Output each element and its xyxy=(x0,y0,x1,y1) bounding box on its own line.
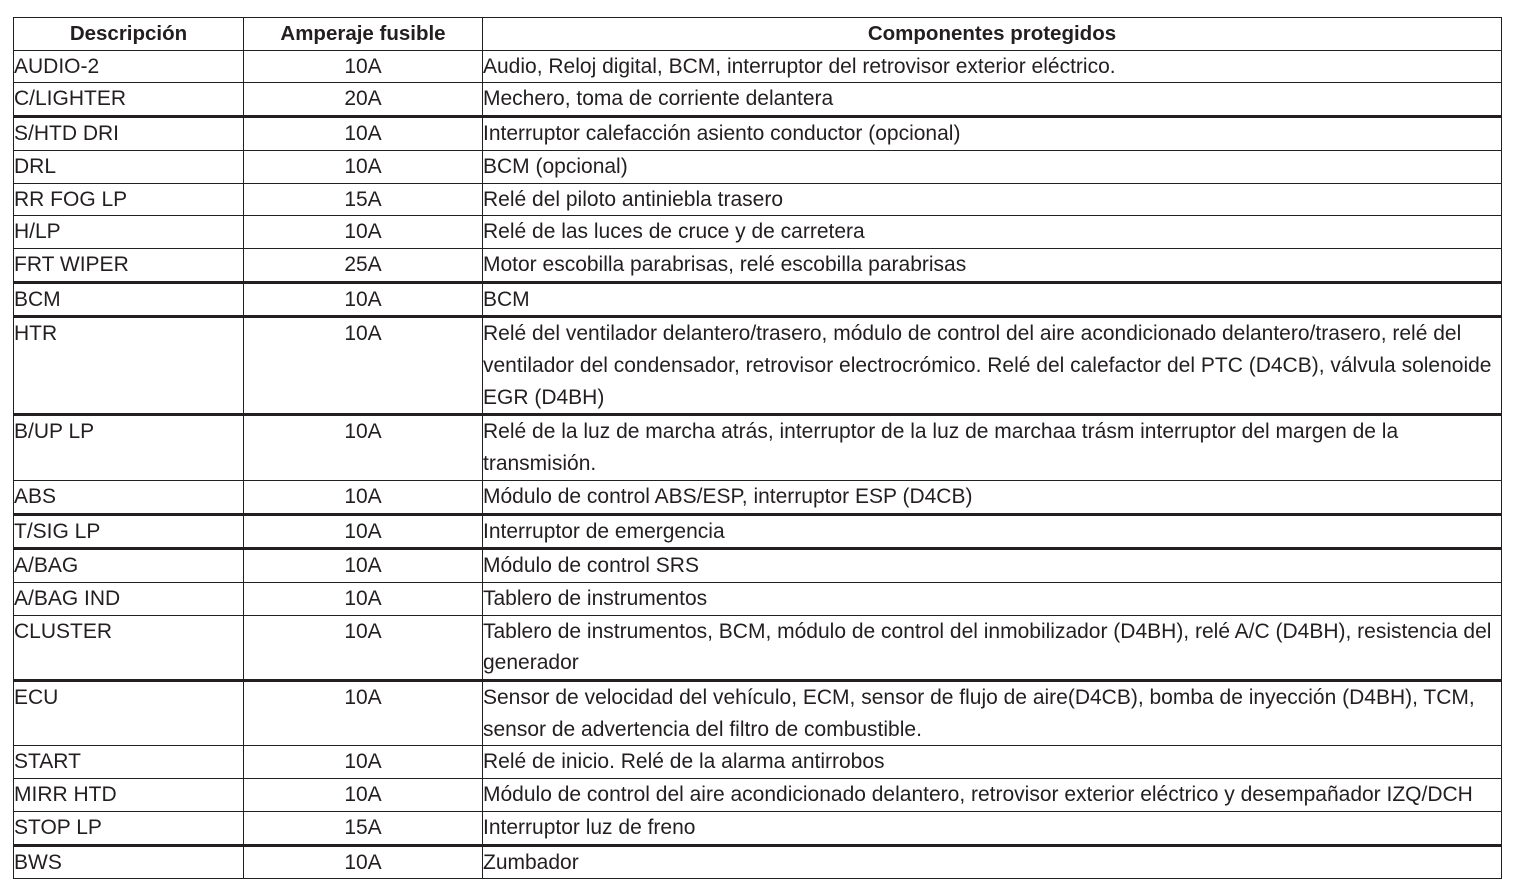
fuse-amperage-cell: 15A xyxy=(244,183,483,216)
fuse-amperage-cell: 10A xyxy=(244,845,483,879)
table-row xyxy=(14,50,1502,83)
fuse-description-cell: S/HTD DRI xyxy=(14,117,244,151)
fuse-description-cell: H/LP xyxy=(14,216,244,249)
fuse-amperage-cell: 10A xyxy=(244,615,483,680)
fuse-table xyxy=(13,17,1502,879)
table-row xyxy=(14,415,1502,480)
fuse-amperage-cell: 20A xyxy=(244,83,483,117)
table-header-row xyxy=(14,18,1502,51)
table-row xyxy=(14,811,1502,845)
protected-components-cell: Zumbador xyxy=(483,845,1502,879)
fuse-description-cell: A/BAG xyxy=(14,549,244,583)
table-row xyxy=(14,117,1502,151)
table-body xyxy=(14,50,1502,879)
protected-components-cell: BCM xyxy=(483,282,1502,317)
protected-components-cell: Mechero, toma de corriente delantera xyxy=(483,83,1502,117)
protected-components-cell: Relé de la luz de marcha atrás, interruptor de la luz de marchaa trásm interruptor del margen de la transmisión. xyxy=(483,415,1502,480)
protected-components-cell: Interruptor de emergencia xyxy=(483,514,1502,549)
fuse-description-cell: ECU xyxy=(14,681,244,746)
table-row xyxy=(14,615,1502,680)
header-componentes: Componentes protegidos xyxy=(483,18,1502,51)
protected-components-cell: Sensor de velocidad del vehículo, ECM, sensor de flujo de aire(D4CB), bomba de inyección (D4BH), TCM, sensor de advertencia del filtro de combustible. xyxy=(483,681,1502,746)
fuse-amperage-cell: 10A xyxy=(244,681,483,746)
fuse-amperage-cell: 10A xyxy=(244,746,483,779)
table-row xyxy=(14,582,1502,615)
fuse-description-cell: B/UP LP xyxy=(14,415,244,480)
table-row xyxy=(14,845,1502,879)
cropped-heading-remnant xyxy=(18,0,278,3)
fuse-description-cell: A/BAG IND xyxy=(14,582,244,615)
table-row xyxy=(14,779,1502,812)
protected-components-cell: Módulo de control del aire acondicionado delantero, retrovisor exterior eléctrico y desempañador IZQ/DCH xyxy=(483,779,1502,812)
fuse-description-cell: RR FOG LP xyxy=(14,183,244,216)
fuse-amperage-cell: 10A xyxy=(244,282,483,317)
table-row xyxy=(14,248,1502,282)
fuse-description-cell: ABS xyxy=(14,480,244,514)
fuse-description-cell: AUDIO-2 xyxy=(14,50,244,83)
fuse-amperage-cell: 10A xyxy=(244,317,483,415)
fuse-amperage-cell: 10A xyxy=(244,582,483,615)
protected-components-cell: Interruptor luz de freno xyxy=(483,811,1502,845)
protected-components-cell: Motor escobilla parabrisas, relé escobilla parabrisas xyxy=(483,248,1502,282)
header-descripcion: Descripción xyxy=(14,18,244,51)
table-row xyxy=(14,183,1502,216)
protected-components-cell: Relé de inicio. Relé de la alarma antirrobos xyxy=(483,746,1502,779)
protected-components-cell: Interruptor calefacción asiento conductor (opcional) xyxy=(483,117,1502,151)
fuse-description-cell: T/SIG LP xyxy=(14,514,244,549)
protected-components-cell: Audio, Reloj digital, BCM, interruptor del retrovisor exterior eléctrico. xyxy=(483,50,1502,83)
table-row xyxy=(14,514,1502,549)
protected-components-cell: Tablero de instrumentos, BCM, módulo de control del inmobilizador (D4BH), relé A/C (D4BH), resistencia del generador xyxy=(483,615,1502,680)
fuse-description-cell: MIRR HTD xyxy=(14,779,244,812)
fuse-description-cell: DRL xyxy=(14,150,244,183)
fuse-description-cell: STOP LP xyxy=(14,811,244,845)
fuse-description-cell: START xyxy=(14,746,244,779)
fuse-description-cell: CLUSTER xyxy=(14,615,244,680)
table-row xyxy=(14,317,1502,415)
protected-components-cell: Módulo de control SRS xyxy=(483,549,1502,583)
fuse-amperage-cell: 10A xyxy=(244,480,483,514)
table-row xyxy=(14,681,1502,746)
table-row xyxy=(14,549,1502,583)
table-row xyxy=(14,150,1502,183)
header-amperaje: Amperaje fusible xyxy=(244,18,483,51)
fuse-description-cell: HTR xyxy=(14,317,244,415)
protected-components-cell: Relé del piloto antiniebla trasero xyxy=(483,183,1502,216)
table-row xyxy=(14,282,1502,317)
fuse-amperage-cell: 25A xyxy=(244,248,483,282)
fuse-description-cell: BCM xyxy=(14,282,244,317)
protected-components-cell: Relé del ventilador delantero/trasero, módulo de control del aire acondicionado delantero/trasero, relé del ventilador del condensador, retrovisor electrocrómico. Relé del calefactor del PTC (D4CB), válvula solenoide EGR (D4BH) xyxy=(483,317,1502,415)
fuse-amperage-cell: 10A xyxy=(244,117,483,151)
fuse-amperage-cell: 10A xyxy=(244,415,483,480)
fuse-description-cell: FRT WIPER xyxy=(14,248,244,282)
fuse-amperage-cell: 10A xyxy=(244,549,483,583)
protected-components-cell: BCM (opcional) xyxy=(483,150,1502,183)
fuse-description-cell: BWS xyxy=(14,845,244,879)
table-row xyxy=(14,746,1502,779)
protected-components-cell: Relé de las luces de cruce y de carretera xyxy=(483,216,1502,249)
table-row xyxy=(14,216,1502,249)
fuse-amperage-cell: 10A xyxy=(244,50,483,83)
protected-components-cell: Tablero de instrumentos xyxy=(483,582,1502,615)
fuse-amperage-cell: 10A xyxy=(244,150,483,183)
table-row xyxy=(14,480,1502,514)
fuse-amperage-cell: 10A xyxy=(244,779,483,812)
fuse-amperage-cell: 10A xyxy=(244,514,483,549)
fuse-amperage-cell: 10A xyxy=(244,216,483,249)
fuse-description-cell: C/LIGHTER xyxy=(14,83,244,117)
protected-components-cell: Módulo de control ABS/ESP, interruptor ESP (D4CB) xyxy=(483,480,1502,514)
table-row xyxy=(14,83,1502,117)
fuse-amperage-cell: 15A xyxy=(244,811,483,845)
